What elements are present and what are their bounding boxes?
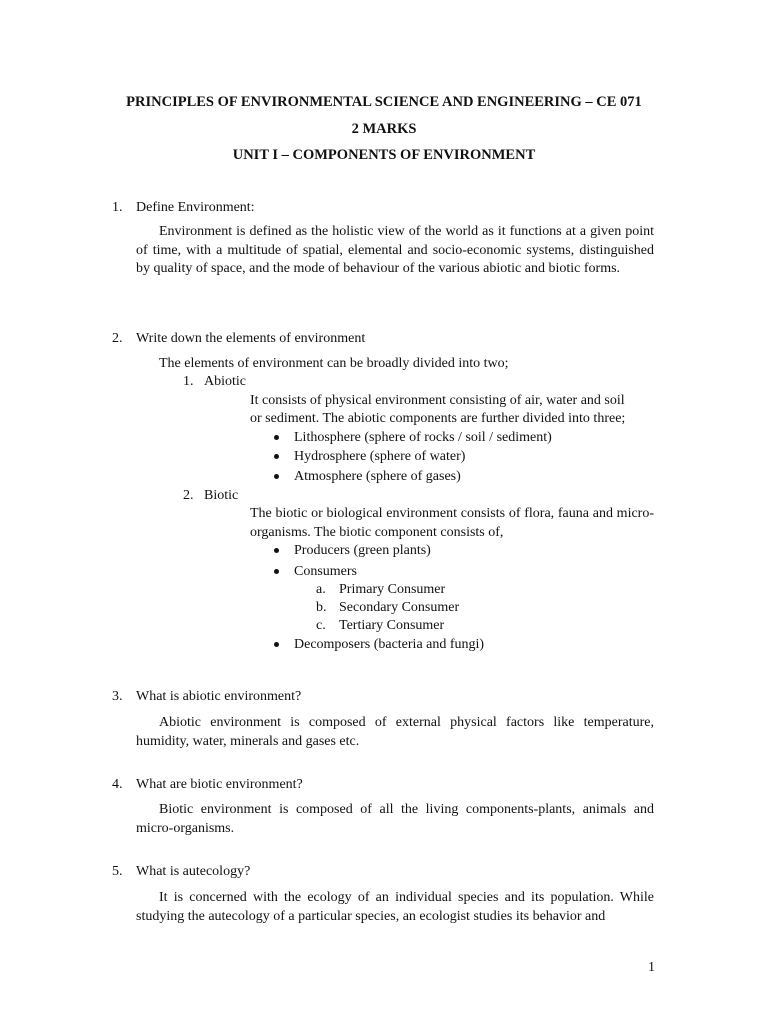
list-item: Atmosphere (sphere of gases) [294, 469, 461, 484]
bullet-icon [274, 569, 279, 574]
question-number: 3. [112, 689, 123, 704]
bullet-icon [274, 548, 279, 553]
sublist-item: Secondary Consumer [339, 600, 460, 615]
sublist-letter: a. [316, 582, 326, 597]
question-text: Write down the elements of environment [136, 331, 366, 346]
list-item: Lithosphere (sphere of rocks / soil / sediment) [294, 430, 552, 445]
answer-text: Abiotic environment is composed of external physical factors like temperature, humidity, water, minerals and gases etc. [136, 715, 654, 749]
sublist-letter: c. [316, 618, 326, 633]
description-text: or sediment. The abiotic components are further divided into three; [250, 411, 626, 426]
unit-heading: UNIT I – COMPONENTS OF ENVIRONMENT [232, 147, 536, 163]
list-label: Abiotic [204, 374, 246, 389]
question-text: What is autecology? [136, 864, 251, 879]
question-number: 2. [112, 331, 123, 346]
page-number: 1 [648, 960, 655, 975]
bullet-icon [274, 474, 279, 479]
description-text: It consists of physical environment consisting of air, water and soil [250, 393, 625, 408]
question-number: 1. [112, 200, 123, 215]
sublist-item: Primary Consumer [339, 582, 446, 597]
sublist-letter: b. [316, 600, 327, 615]
answer-text: Environment is defined as the holistic view of the world as it functions at a given point of time, with a multitude of spatial, elemental and socio-economic systems, distinguished by quality of space, and the mode of behaviour of the various abiotic and biotic forms. [136, 224, 654, 276]
list-label: Biotic [204, 488, 239, 503]
document-title: PRINCIPLES OF ENVIRONMENTAL SCIENCE AND ENGINEERING – CE 071 [126, 94, 642, 110]
list-number: 2. [183, 488, 194, 503]
list-item: Producers (green plants) [294, 543, 431, 558]
question-text: What are biotic environment? [136, 777, 303, 792]
list-number: 1. [183, 374, 194, 389]
sublist-item: Tertiary Consumer [339, 618, 445, 633]
bullet-icon [274, 435, 279, 440]
list-item: Decomposers (bacteria and fungi) [294, 637, 485, 652]
description-text: The biotic or biological environment consists of flora, fauna and micro-organisms. The biotic component consists of, [250, 506, 654, 540]
list-item: Hydrosphere (sphere of water) [294, 449, 466, 464]
answer-text: Biotic environment is composed of all the living components-plants, animals and micro-organisms. [136, 802, 654, 836]
question-text: What is abiotic environment? [136, 689, 302, 704]
question-number: 5. [112, 864, 123, 879]
question-text: Define Environment: [136, 200, 255, 215]
intro-text: The elements of environment can be broadly divided into two; [159, 356, 509, 371]
list-item: Consumers [294, 564, 357, 579]
marks-heading: 2 MARKS [351, 121, 417, 137]
question-number: 4. [112, 777, 123, 792]
answer-text: It is concerned with the ecology of an individual species and its population. While studying the autecology of a particular species, an ecologist studies its behavior and [136, 890, 654, 924]
bullet-icon [274, 642, 279, 647]
bullet-icon [274, 454, 279, 459]
